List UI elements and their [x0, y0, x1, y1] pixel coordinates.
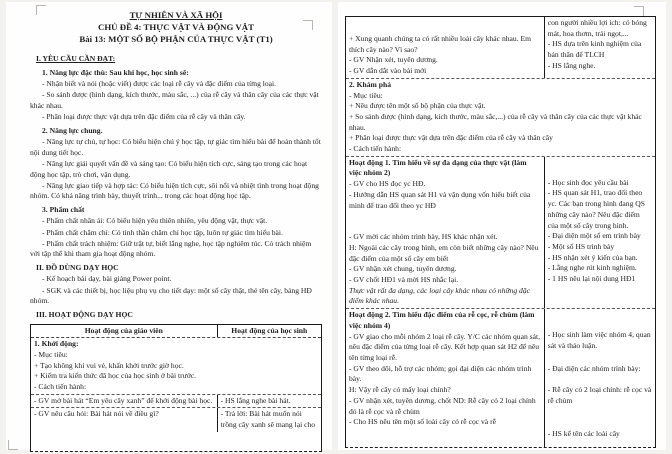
table-row [31, 394, 321, 408]
text-line: con người nhiều lợi ích: có bóng mát, hoa thơm, trái ngọt,... [547, 18, 647, 38]
text-line: - GV Nhận xét, tuyên dương. [349, 55, 438, 65]
text-line: - Cho HS nêu tên một số loài cây có rễ cọc và rễ [349, 417, 496, 427]
text-line: - Cách tiến hành: [349, 144, 402, 154]
document-titles [30, 9, 322, 45]
page-2 [338, 2, 666, 450]
text-line: - SGK và các thiết bị, học liệu phụ vụ cho tiết dạy: một số cây thật, thẻ tên cây, bảng HĐ nhóm. [30, 285, 312, 306]
text-line: Thực vật rất đa dạng, các loại cây khác nhau có những đặc điểm khác nhau. [349, 285, 531, 306]
text-line: - Phân loại được thực vật dựa trên đặc điểm của rễ cây và thân cây. [42, 112, 246, 122]
text-line: - Cách tiến hành: [34, 381, 87, 391]
student-column-header: Hoạt động của học sinh [217, 325, 321, 338]
text-line: H: Ngoài các cây trong hình, em còn biết những cây nào? Nêu đặc điểm của một số cây em biết [349, 242, 539, 263]
text-line: - Đại diện một số em trình bày [547, 231, 641, 241]
text-line: - Phẩm chất chăm chỉ: Có tinh thần chăm chỉ học tập, luôn tự giác tìm hiểu bài. [42, 227, 283, 237]
text-line: - GV dẫn dắt vào bài mới [349, 66, 427, 76]
text-line: - Một số HS trình bày [547, 241, 615, 251]
teacher-activity-cell [31, 395, 217, 408]
page-1 [6, 2, 332, 450]
text-line: - Học sinh làm việc nhóm 4, quan sát và thảo luận. [547, 330, 651, 350]
text-line: - HS lắng nghe bài hát. [220, 395, 291, 405]
text-line: - Mục tiêu: [349, 90, 383, 100]
text-line: - Năng lực giao tiếp và hợp tác: Có biểu hiện tích cực, sôi nổi và nhiệt tình trong hoạt động nhóm. Có khả năng trình bày, thuyết trình... trong các hoạt động học tập. [30, 180, 319, 201]
table-row [346, 308, 655, 447]
teacher-column-header: Hoạt động của giáo viên [84, 325, 163, 335]
student-activity-cell [217, 395, 321, 408]
student-activity-cell [217, 408, 321, 431]
text-line: - Nhận biết và nói (hoặc viết) được các loại rễ cây và đặc điểm của từng loại. [42, 78, 277, 88]
text-line: - GV nhận xét chung, tuyên dương. [349, 264, 457, 274]
text-line: - GV nhận xét, tuyên dương, chốt ND: Rễ cây có 2 loại chính đó là rễ cọc và rễ chùm [349, 395, 536, 416]
text-line: + Nêu được tên một số bộ phận của thực vật. [349, 101, 486, 111]
text-line: - Mục tiêu: [34, 349, 68, 359]
table-body-page1 [31, 338, 321, 432]
text-line: - Rễ cây có 2 loại chính: rễ cọc và rễ chùm [547, 385, 652, 405]
text-line: H: Vậy rễ cây có mấy loại chính? [349, 385, 451, 395]
text-line: - Năng lực tự chủ, tự học: Có biểu hiện chú ý học tập, tự giác tìm hiểu bài để hoàn thành tốt nội dung tiết học. [30, 136, 321, 157]
text-line: - GV mở bài hát “Em yêu cây xanh” để khởi động bài học. [34, 395, 213, 405]
teacher-activity-cell [346, 309, 544, 447]
text-line: - Hướng dẫn HS quan sát H1 và vận dụng vốn hiểu biết của mình để trao đổi theo yc HĐ [349, 189, 531, 210]
text-line: - GV cho HS đọc yc HĐ. [349, 179, 426, 189]
table-row [346, 17, 655, 78]
page1-body-text [30, 54, 322, 321]
text-line: - GV nêu câu hỏi: Bài hát nói về điều gì? [34, 409, 159, 419]
text-line: - HS dựa trên kinh nghiệm của bản thân để TLCH [547, 39, 642, 60]
text-line: 1. Năng lực đặc thù: Sau khi học, học sinh sẽ: [42, 67, 189, 77]
text-line: II. ĐỒ DÙNG DẠY HỌC [36, 263, 119, 273]
text-line: + Kiểm tra kiến thức đã học của học sinh ở bài trước. [34, 371, 197, 381]
text-line: + So sánh được (hình dạng, kích thước, màu sắc,...) của rễ cây và thân cây của các thực vật khác nhau. [349, 111, 642, 132]
text-line: - Học sinh đọc yêu cầu bài [547, 177, 629, 187]
text-line: - HS quan sát H1, trao đổi theo yc. Các bạn trong hình đang QS những cây nào? Nêu đặc điểm của một số cây trong hình. [547, 188, 645, 230]
text-line: III. HOẠT ĐỘNG DẠY HỌC [36, 309, 133, 319]
text-line: - So sánh được (hình dạng, kích thước, màu sắc, ...) của rễ cây và thân cây của các thực vật khác nhau. [30, 90, 319, 110]
text-line: - Kế hoạch bài dạy, bài giảng Power point. [42, 274, 172, 284]
text-line: - GV theo dõi, hỗ trợ các nhóm; gọi đại diện các nhóm trình bày. [349, 363, 532, 384]
table-header-row [31, 325, 321, 339]
text-line: + Xung quanh chúng ta có rất nhiều loài cây khác nhau. Em thích cây nào? Vì sao? [349, 34, 532, 54]
text-line: - HS kể tên các loài cây [547, 428, 620, 438]
student-activity-cell [544, 157, 655, 308]
student-activity-cell [544, 17, 655, 78]
text-line: - Phẩm chất trách nhiệm: Giữ trật tự, biết lắng nghe, học tập nghiêm túc. Có trách nhiệm với tập thể khi tham gia hoạt động nhóm. [30, 238, 312, 259]
text-line: - Lắng nghe rút kinh nghiệm. [547, 263, 637, 273]
text-line: Hoạt động 1. Tìm hiểu về sự đa dạng của thực vật (làm việc nhóm 2) [349, 157, 527, 178]
text-line: - Phẩm chất nhân ái: Có biểu hiện yêu thiên nhiên, yêu động vật, thực vật. [42, 216, 268, 226]
text-line: - Năng lực giải quyết vấn đề và sáng tạo: Có biểu hiện tích cực, sáng tạo trong các hoạt động học tập, trò chơi, vận dụng. [30, 158, 308, 179]
text-boundary-mark [634, 6, 644, 16]
text-line: 2. Năng lực chung. [42, 125, 103, 135]
topic-title: CHỦ ĐỀ 4: THỰC VẬT VÀ ĐỘNG VẬT [97, 22, 254, 32]
teacher-activity-cell [31, 408, 217, 431]
text-line: 2. Khám phá [349, 79, 391, 89]
text-line: - GV chốt HĐ1 và mời HS nhắc lại. [349, 275, 459, 285]
text-line: Hoạt động 2. Tìm hiểu đặc điểm của rễ cọc, rễ chùm (làm việc nhóm 4) [349, 310, 535, 330]
text-line: - HS nhận xét ý kiến của bạn. [547, 252, 638, 262]
text-line: I. YÊU CẦU CẦN ĐẠT: [36, 54, 116, 63]
text-boundary-mark [8, 440, 18, 450]
teacher-activity-cell [346, 157, 544, 308]
table-row [31, 407, 321, 431]
table-row [346, 78, 655, 156]
text-line: + Phân loại được thực vật dựa trên đặc điểm của rễ cây và thân cây [349, 133, 553, 143]
activities-table-page1 [30, 324, 322, 452]
text-boundary-mark [303, 20, 313, 30]
text-line: - GV giao cho mỗi nhóm 2 loại rễ cây. Y/C các nhóm quan sát, nêu đặc điểm của từng loại rễ cây. Kết hợp quan sát H2 để nêu tên từng loại rễ. [349, 331, 540, 362]
teacher-activity-cell [346, 17, 544, 78]
text-line: 1. Khởi động: [34, 339, 79, 349]
text-line: - GV mời các nhóm trình bày, HS khác nhận xét. [349, 232, 498, 242]
text-line: - 1 HS nêu lại nội dung HĐ1 [547, 274, 636, 284]
activities-table-page2 [345, 16, 656, 448]
text-line: 3. Phẩm chất [42, 205, 85, 215]
table-row [346, 156, 655, 308]
text-line: - Trả lời: Bài hát muốn nói trồng cây xanh sẽ mang lại cho [220, 409, 316, 430]
text-line: - HS lắng nghe. [547, 60, 596, 70]
lesson-title: Bài 13: MỘT SỐ BỘ PHẬN CỦA THỰC VẬT (T1) [79, 34, 273, 44]
table-row [31, 338, 321, 394]
text-boundary-mark [36, 5, 46, 15]
text-line: + Tạo không khí vui vẻ, khấn khởi trước giờ học. [34, 360, 184, 370]
subject-title: TỰ NHIÊN VÀ XÃ HỘI [129, 10, 223, 20]
student-activity-cell [544, 309, 655, 447]
text-line: - Đại diện các nhóm trình bày: [547, 363, 641, 373]
